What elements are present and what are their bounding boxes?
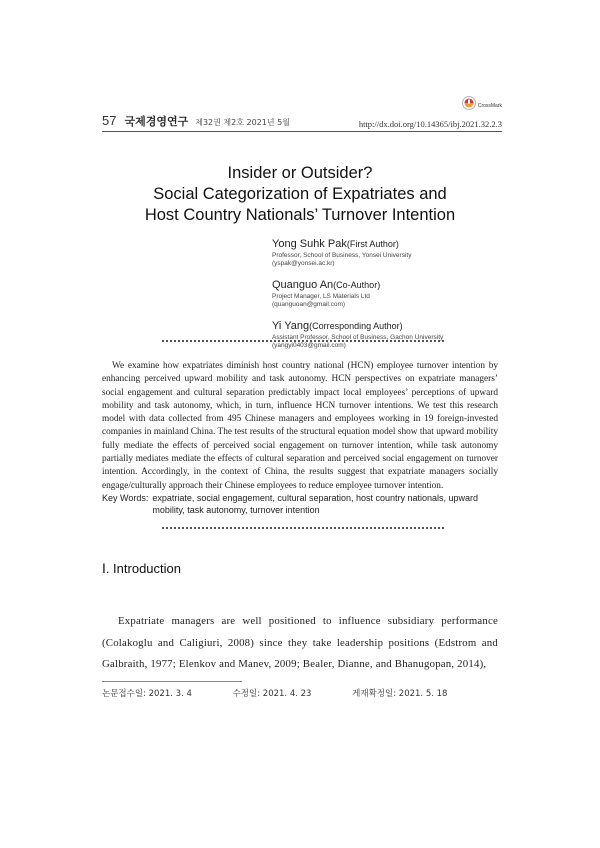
crossmark-label: CrossMark bbox=[477, 102, 502, 109]
author-entry bbox=[272, 316, 443, 350]
footnote-rule bbox=[102, 681, 242, 682]
author-role: (Corresponding Author) bbox=[309, 321, 403, 331]
crossmark-badge[interactable] bbox=[462, 96, 502, 115]
keywords bbox=[102, 492, 498, 516]
abstract-bottom-divider bbox=[162, 527, 444, 529]
received-date: 논문접수일: 2021. 3. 4 bbox=[102, 689, 192, 699]
author-role: (Co-Author) bbox=[333, 280, 381, 290]
author-affiliation: Professor, School of Business, Yonsei University bbox=[272, 252, 412, 259]
author-email[interactable]: (quanguoan@gmail.com) bbox=[272, 301, 346, 308]
author-name: Quanguo An bbox=[272, 279, 334, 291]
title-line: Insider or Outsider? bbox=[227, 164, 373, 182]
crossmark-icon bbox=[462, 96, 476, 115]
title-line: Host Country Nationals’ Turnover Intention bbox=[144, 206, 456, 224]
accepted-date: 게재확정일: 2021. 5. 18 bbox=[352, 689, 448, 699]
journal-name: 국제경영연구 bbox=[124, 115, 189, 128]
author-affiliation: Assistant Professor, School of Business, Gachon University bbox=[272, 334, 444, 341]
section-heading: Ⅰ. Introduction bbox=[102, 561, 181, 576]
volume-issue: 제32권 제2호 2021년 5월 bbox=[195, 118, 290, 127]
abstract-top-divider bbox=[162, 340, 444, 342]
author-name: Yong Suhk Pak bbox=[272, 238, 347, 250]
author-block bbox=[272, 234, 443, 357]
author-name: Yi Yang bbox=[272, 320, 310, 332]
author-heading bbox=[272, 316, 443, 334]
revised-date: 수정일: 2021. 4. 23 bbox=[232, 689, 312, 699]
author-heading bbox=[272, 234, 443, 252]
author-heading bbox=[272, 275, 443, 293]
header-rule bbox=[102, 131, 502, 132]
author-email[interactable]: (yangyi0403@gmail.com) bbox=[272, 342, 346, 349]
header-left bbox=[102, 112, 290, 130]
footnote-dates bbox=[102, 687, 485, 699]
running-header bbox=[102, 112, 502, 132]
author-affiliation: Project Manager, LS Materials Ltd bbox=[272, 293, 370, 300]
author-email[interactable]: (yspak@yonsei.ac.kr) bbox=[272, 260, 335, 267]
author-role: (First Author) bbox=[346, 239, 399, 249]
abstract-text: We examine how expatriates diminish host country national (HCN) employee turnover intention by enhancing perceived upward mobility and task autonomy. HCN perspectives on expatriate managers’ social engagement and cultural separation predictably impact local employees’ perceptions of upward mobility and task autonomy, which, in turn, influence HCN turnover intentions. We test this research model with data collected from 495 Chinese managers and employees working in 19 foreign-invested companies in mainland China. The test results of the structural equation model show that upward mobility fully mediate the effects of perceived social engagement on turnover intention, while task autonomy partially mediates mediate the effects of cultural separation and perceived social engagement on turnover intention. Accordingly, in the context of China, the results suggest that expatriate managers socially engage/culturally approach their Chinese employees to reduce employee turnover intention. bbox=[102, 361, 498, 491]
title-line: Social Categorization of Expatriates and bbox=[153, 185, 447, 203]
author-entry bbox=[272, 234, 443, 268]
paper-title bbox=[100, 163, 500, 226]
intro-paragraph: Expatriate managers are well positioned to influence subsidiary performance (Colakoglu and Caligiuri, 2008) since they take leadership positions (Edstrom and Galbraith, 1977; Elenkov and Manev, 2009; Bealer, Dianne, and Bhanugopan, 2014), bbox=[102, 615, 498, 670]
doi-link[interactable]: http://dx.doi.org/10.14365/ibj.2021.32.2.3 bbox=[358, 119, 502, 129]
author-entry bbox=[272, 275, 443, 309]
keywords-text: expatriate, social engagement, cultural separation, host country nationals, upward mobility, task autonomy, turnover intention bbox=[152, 493, 479, 515]
keywords-label: Key Words: bbox=[102, 493, 149, 503]
page-number: 57 bbox=[102, 113, 117, 128]
